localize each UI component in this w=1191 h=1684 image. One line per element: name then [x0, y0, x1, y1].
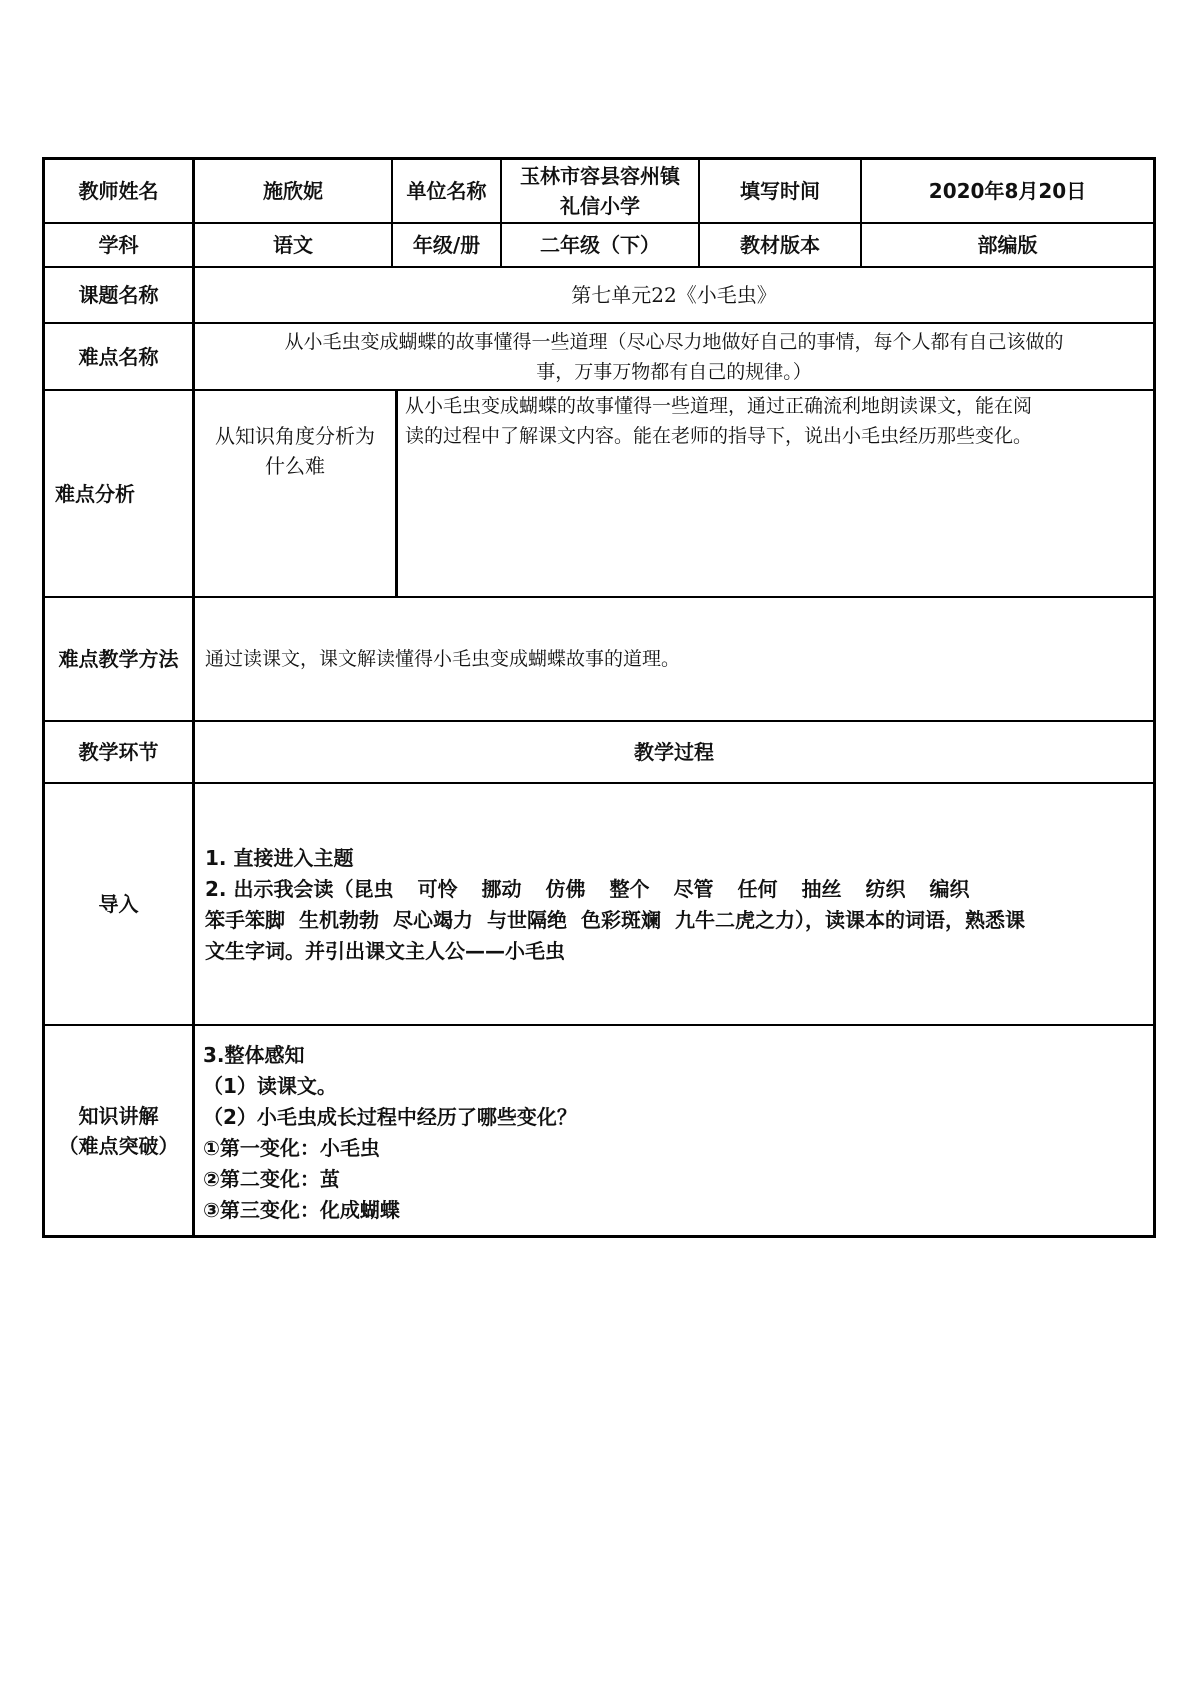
intro-item-1: 1. 直接进入主题	[205, 846, 354, 870]
vocab-word: 挪动	[481, 877, 522, 901]
knowledge-line: ②第二变化：茧	[203, 1167, 340, 1191]
vocab-word: 纺织	[865, 877, 906, 901]
knowledge-stage-label-line2: （难点突破）	[58, 1133, 179, 1158]
knowledge-angle-line1: 从知识角度分析为	[215, 424, 375, 448]
vocab-word: 生机勃勃	[299, 908, 379, 932]
unit-name-label: 单位名称	[406, 179, 487, 203]
vocab-word: 抽丝	[801, 877, 842, 901]
teaching-process-header: 教学过程	[634, 740, 714, 764]
knowledge-angle-line2: 什么难	[265, 454, 325, 478]
vocab-word: 仿佛	[545, 877, 586, 901]
difficulty-analysis-label: 难点分析	[55, 481, 135, 506]
fill-date-label: 填写时间	[740, 179, 820, 203]
analysis-content-line1: 从小毛虫变成蝴蝶的故事懂得一些道理，通过正确流利地朗读课文，能在阅	[405, 395, 1033, 417]
difficulty-name-value	[195, 324, 1153, 389]
analysis-column-divider	[395, 389, 398, 598]
difficulty-name-line2: 事，万事万物都有自己的规律。）	[536, 360, 812, 383]
vocab-word: 尽管	[673, 877, 714, 901]
intro-vocab-line-2	[205, 905, 1150, 936]
intro-line-3: 文生字词。并引出课文主人公——小毛虫	[205, 939, 565, 963]
analysis-content-line2: 读的过程中了解课文内容。能在老师的指导下，说出小毛虫经历那些变化。	[405, 425, 1033, 447]
knowledge-line: （1）读课文。	[203, 1074, 337, 1098]
knowledge-stage-label-line1: 知识讲解	[78, 1103, 159, 1128]
vocab-word: 可怜	[417, 877, 458, 901]
teaching-method-value: 通过读课文，课文解读懂得小毛虫变成蝴蝶故事的道理。	[205, 648, 681, 670]
unit-name-line2: 礼信小学	[560, 194, 640, 218]
unit-name-value	[502, 160, 698, 222]
difficulty-name-label: 难点名称	[78, 344, 159, 369]
knowledge-stage-label	[45, 1026, 192, 1235]
vocab-word: 与世隔绝	[487, 908, 567, 932]
topic-value: 第七单元22《小毛虫》	[571, 283, 777, 307]
knowledge-line: 3.整体感知	[203, 1043, 305, 1067]
grade-label: 年级/册	[412, 233, 481, 257]
intro-item-2	[205, 874, 1150, 905]
topic-label: 课题名称	[78, 283, 159, 307]
table-border-bottom	[42, 1235, 1156, 1238]
teacher-name-value: 施欣妮	[263, 179, 323, 203]
table-border-right	[1153, 157, 1156, 1238]
knowledge-angle-cell	[195, 391, 395, 511]
teacher-name-label: 教师姓名	[78, 179, 159, 203]
vocab-word: 编织	[929, 877, 970, 901]
difficulty-name-line1: 从小毛虫变成蝴蝶的故事懂得一些道理（尽心尽力地做好自己的事情，每个人都有自己该做的	[284, 330, 1064, 353]
row-divider	[42, 1024, 1156, 1026]
knowledge-line: ①第一变化：小毛虫	[203, 1136, 380, 1160]
intro-content	[205, 843, 1150, 967]
intro-stage-label: 导入	[98, 892, 139, 916]
subject-label: 学科	[98, 233, 139, 257]
vocab-word: 笨手笨脚	[205, 908, 285, 932]
unit-name-line1: 玉林市容县容州镇	[520, 164, 680, 188]
vocab-word: 九牛二虎之力），读课本的词语，熟悉课	[675, 908, 1025, 932]
knowledge-content	[203, 1040, 1148, 1226]
knowledge-line: ③第三变化：化成蝴蝶	[203, 1198, 400, 1222]
fill-date-value: 2020年8月20日	[928, 179, 1087, 203]
vocab-word: 尽心竭力	[393, 908, 473, 932]
knowledge-line: （2）小毛虫成长过程中经历了哪些变化？	[203, 1105, 577, 1129]
grade-value: 二年级（下）	[540, 233, 660, 257]
row-divider	[42, 782, 1156, 784]
vocab-word: 色彩斑斓	[581, 908, 661, 932]
teaching-stage-header: 教学环节	[78, 740, 159, 764]
edition-value: 部编版	[977, 233, 1038, 257]
teaching-method-label: 难点教学方法	[58, 647, 179, 671]
vocab-word: 整个	[609, 877, 650, 901]
vocab-word: 任何	[737, 877, 778, 901]
subject-value: 语文	[273, 233, 313, 257]
intro-item-2-prefix: 2. 出示我会读（昆虫	[205, 877, 394, 901]
edition-label: 教材版本	[740, 233, 820, 257]
analysis-content	[405, 391, 1153, 511]
